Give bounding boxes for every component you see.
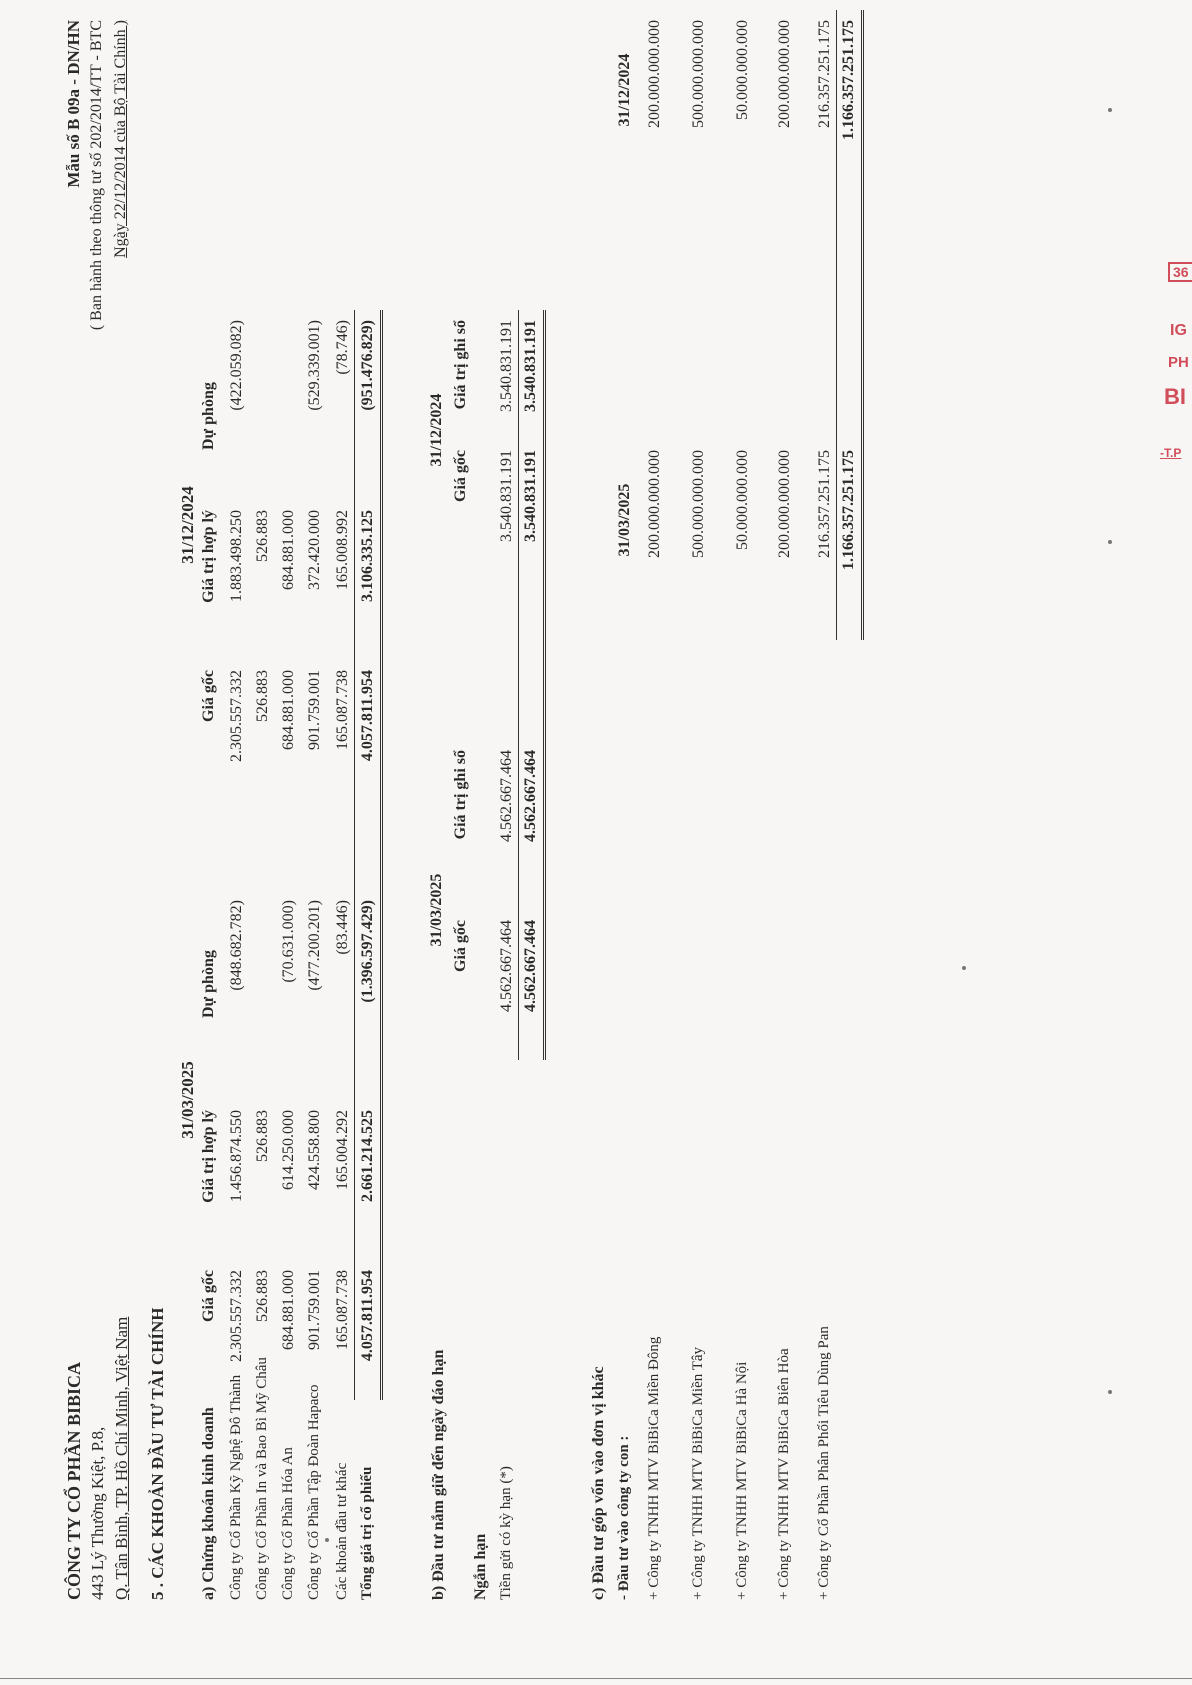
a-row-name: Công ty Cổ Phần In và Bao Bì Mỹ Châu xyxy=(254,1357,270,1600)
b-row-book-1: 4.562.667.464 xyxy=(498,750,515,842)
a-header-fair-1: Giá trị hợp lý xyxy=(200,1110,217,1203)
a-row-fair-1: 1.456.874.550 xyxy=(228,1110,245,1202)
b-period-1: 31/03/2025 xyxy=(428,873,445,947)
a-total-fair-1: 2.661.214.525 xyxy=(359,1110,376,1202)
a-total-cost-2: 4.057.811.954 xyxy=(359,670,376,762)
c-row-v2: 216.357.251.175 xyxy=(816,20,833,128)
b-total-double-line xyxy=(543,310,546,1060)
a-title: a) Chứng khoán kinh doanh xyxy=(200,1407,217,1600)
binder-dot xyxy=(1108,540,1112,544)
a-total-cost-1: 4.057.811.954 xyxy=(359,1270,376,1362)
b-row-cost-1: 4.562.667.464 xyxy=(498,920,515,1012)
c-row-name: + Công ty Cổ Phần Phân Phối Tiêu Dùng Pan xyxy=(816,1326,832,1600)
c-row-v1: 50.000.000.000 xyxy=(734,450,751,550)
a-row-prov-2: (529.339.001) xyxy=(306,320,323,411)
b-short-term-label: Ngắn hạn xyxy=(472,1533,489,1600)
c-row-name: + Công ty TNHH MTV BiBiCa Miền Đông xyxy=(646,1336,662,1600)
c-total-v1: 1.166.357.251.175 xyxy=(840,450,857,570)
a-row-prov-1: (477.200.201) xyxy=(306,900,323,991)
stamp-text: 36 xyxy=(1168,262,1192,282)
a-row-name: Các khoản đầu tư khác xyxy=(334,1462,350,1600)
a-row-fair-2: 165.008.992 xyxy=(334,510,351,590)
section-title: 5 . CÁC KHOẢN ĐẦU TƯ TÀI CHÍNH xyxy=(148,1307,167,1600)
a-row-name: Công ty Cổ Phần Tập Đoàn Hapaco xyxy=(306,1384,322,1600)
form-code: Mẫu số B 09a - DN/HN xyxy=(64,20,83,188)
stamp-text: BI xyxy=(1164,384,1186,409)
c-row-v1: 200.000.000.000 xyxy=(646,450,663,558)
page-bottom-edge xyxy=(0,1678,1192,1679)
b-row-cost-2: 3.540.831.191 xyxy=(498,450,515,542)
binder-dot xyxy=(962,966,966,970)
c-row-v1: 200.000.000.000 xyxy=(776,450,793,558)
c-row-v2: 200.000.000.000 xyxy=(776,20,793,128)
a-header-fair-2: Giá trị hợp lý xyxy=(200,510,217,603)
a-row-fair-1: 165.004.292 xyxy=(334,1110,351,1190)
a-row-cost-2: 684.881.000 xyxy=(280,670,297,750)
c-row-name: + Công ty TNHH MTV BiBiCa Hà Nội xyxy=(734,1361,750,1600)
b-header-book-1: Giá trị ghi sổ xyxy=(452,750,469,840)
form-issued: ( Ban hành theo thông tư số 202/2014/TT - BTC xyxy=(88,20,105,331)
b-total-cost-1: 4.562.667.464 xyxy=(522,920,539,1012)
a-row-name: Công ty Cổ Phần Hóa An xyxy=(280,1447,296,1600)
a-total-double-line xyxy=(380,310,383,1400)
c-total-v2: 1.166.357.251.175 xyxy=(840,20,857,140)
c-subtotal-line xyxy=(836,10,837,640)
a-total-prov-2: (951.476.829) xyxy=(359,320,376,411)
a-period-1: 31/03/2025 xyxy=(178,1061,197,1139)
a-row-cost-1: 165.087.738 xyxy=(334,1270,351,1350)
a-row-cost-1: 901.759.001 xyxy=(306,1270,323,1350)
binder-dot xyxy=(1108,1390,1112,1394)
b-row-book-2: 3.540.831.191 xyxy=(498,320,515,412)
c-row-v2: 50.000.000.000 xyxy=(734,20,751,120)
b-title: b) Đầu tư nắm giữ đến ngày đáo hạn xyxy=(430,1349,447,1600)
b-total-book-1: 4.562.667.464 xyxy=(522,750,539,842)
c-row-v2: 200.000.000.000 xyxy=(646,20,663,128)
c-total-double-line xyxy=(861,10,864,640)
a-row-fair-1: 614.250.000 xyxy=(280,1110,297,1190)
form-date: Ngày 22/12/2014 của Bộ Tài Chính ) xyxy=(112,20,129,258)
a-row-fair-1: 526.883 xyxy=(254,1110,271,1162)
a-row-fair-2: 526.883 xyxy=(254,510,271,562)
a-row-cost-2: 901.759.001 xyxy=(306,670,323,750)
c-row-name: + Công ty TNHH MTV BiBiCa Miền Tây xyxy=(690,1346,706,1600)
a-total-prov-1: (1.396.597.429) xyxy=(359,900,376,1003)
a-row-fair-2: 1.883.498.250 xyxy=(228,510,245,602)
a-row-fair-1: 424.558.800 xyxy=(306,1110,323,1190)
a-row-cost-1: 684.881.000 xyxy=(280,1270,297,1350)
c-row-v1: 216.357.251.175 xyxy=(816,450,833,558)
a-header-cost-2: Giá gốc xyxy=(200,670,217,722)
a-row-prov-1: (83.446) xyxy=(334,900,351,955)
b-row-name: Tiền gửi có kỳ hạn (*) xyxy=(498,1466,514,1600)
c-period-2: 31/12/2024 xyxy=(616,53,633,127)
c-row-name: + Công ty TNHH MTV BiBiCa Biên Hòa xyxy=(776,1348,792,1600)
c-row-v1: 500.000.000.000 xyxy=(690,450,707,558)
company-name: CÔNG TY CỔ PHẦN BIBICA xyxy=(64,1361,84,1600)
a-total-name: Tổng giá trị cổ phiếu xyxy=(359,1466,375,1600)
c-sub-title: - Đầu tư vào công ty con : xyxy=(616,1435,632,1600)
a-row-name: Công ty Cổ Phần Kỹ Nghệ Đô Thành xyxy=(228,1374,244,1600)
b-period-2: 31/12/2024 xyxy=(428,393,445,467)
a-subtotal-line xyxy=(354,310,355,1400)
b-total-book-2: 3.540.831.191 xyxy=(522,320,539,412)
a-header-cost-1: Giá gốc xyxy=(200,1270,217,1322)
a-row-cost-1: 526.883 xyxy=(254,1270,271,1322)
a-row-prov-2: (422.059.082) xyxy=(228,320,245,411)
stamp-text: IG xyxy=(1170,322,1187,339)
c-row-v2: 500.000.000.000 xyxy=(690,20,707,128)
a-header-prov-1: Dự phòng xyxy=(200,950,217,1018)
a-row-cost-2: 526.883 xyxy=(254,670,271,722)
c-period-1: 31/03/2025 xyxy=(616,483,633,557)
a-row-prov-1: (70.631.000) xyxy=(280,900,297,983)
a-row-cost-1: 2.305.557.332 xyxy=(228,1270,245,1362)
a-row-fair-2: 372.420.000 xyxy=(306,510,323,590)
a-row-fair-2: 684.881.000 xyxy=(280,510,297,590)
binder-dot xyxy=(325,1538,329,1542)
binder-dot xyxy=(1108,108,1112,112)
c-title: c) Đầu tư góp vốn vào đơn vị khác xyxy=(590,1366,607,1600)
company-address-1: 443 Lý Thường Kiệt, P.8, xyxy=(88,1426,107,1600)
a-row-prov-2: (78.746) xyxy=(334,320,351,375)
a-total-fair-2: 3.106.335.125 xyxy=(359,510,376,602)
b-total-cost-2: 3.540.831.191 xyxy=(522,450,539,542)
company-address-2: Q. Tân Bình, TP. Hồ Chí Minh, Việt Nam xyxy=(112,1316,131,1600)
a-period-2: 31/12/2024 xyxy=(178,486,197,564)
a-row-cost-2: 2.305.557.332 xyxy=(228,670,245,762)
b-header-cost-2: Giá gốc xyxy=(452,450,469,502)
a-row-cost-2: 165.087.738 xyxy=(334,670,351,750)
stamp-text: -T.P xyxy=(1160,446,1182,460)
a-row-prov-1: (848.682.782) xyxy=(228,900,245,991)
b-header-cost-1: Giá gốc xyxy=(452,920,469,972)
b-header-book-2: Giá trị ghi sổ xyxy=(452,320,469,410)
rotated-content xyxy=(50,0,1130,1600)
b-subtotal-line xyxy=(518,310,519,1060)
a-header-prov-2: Dự phòng xyxy=(200,382,217,450)
stamp-text: PH xyxy=(1168,354,1189,371)
